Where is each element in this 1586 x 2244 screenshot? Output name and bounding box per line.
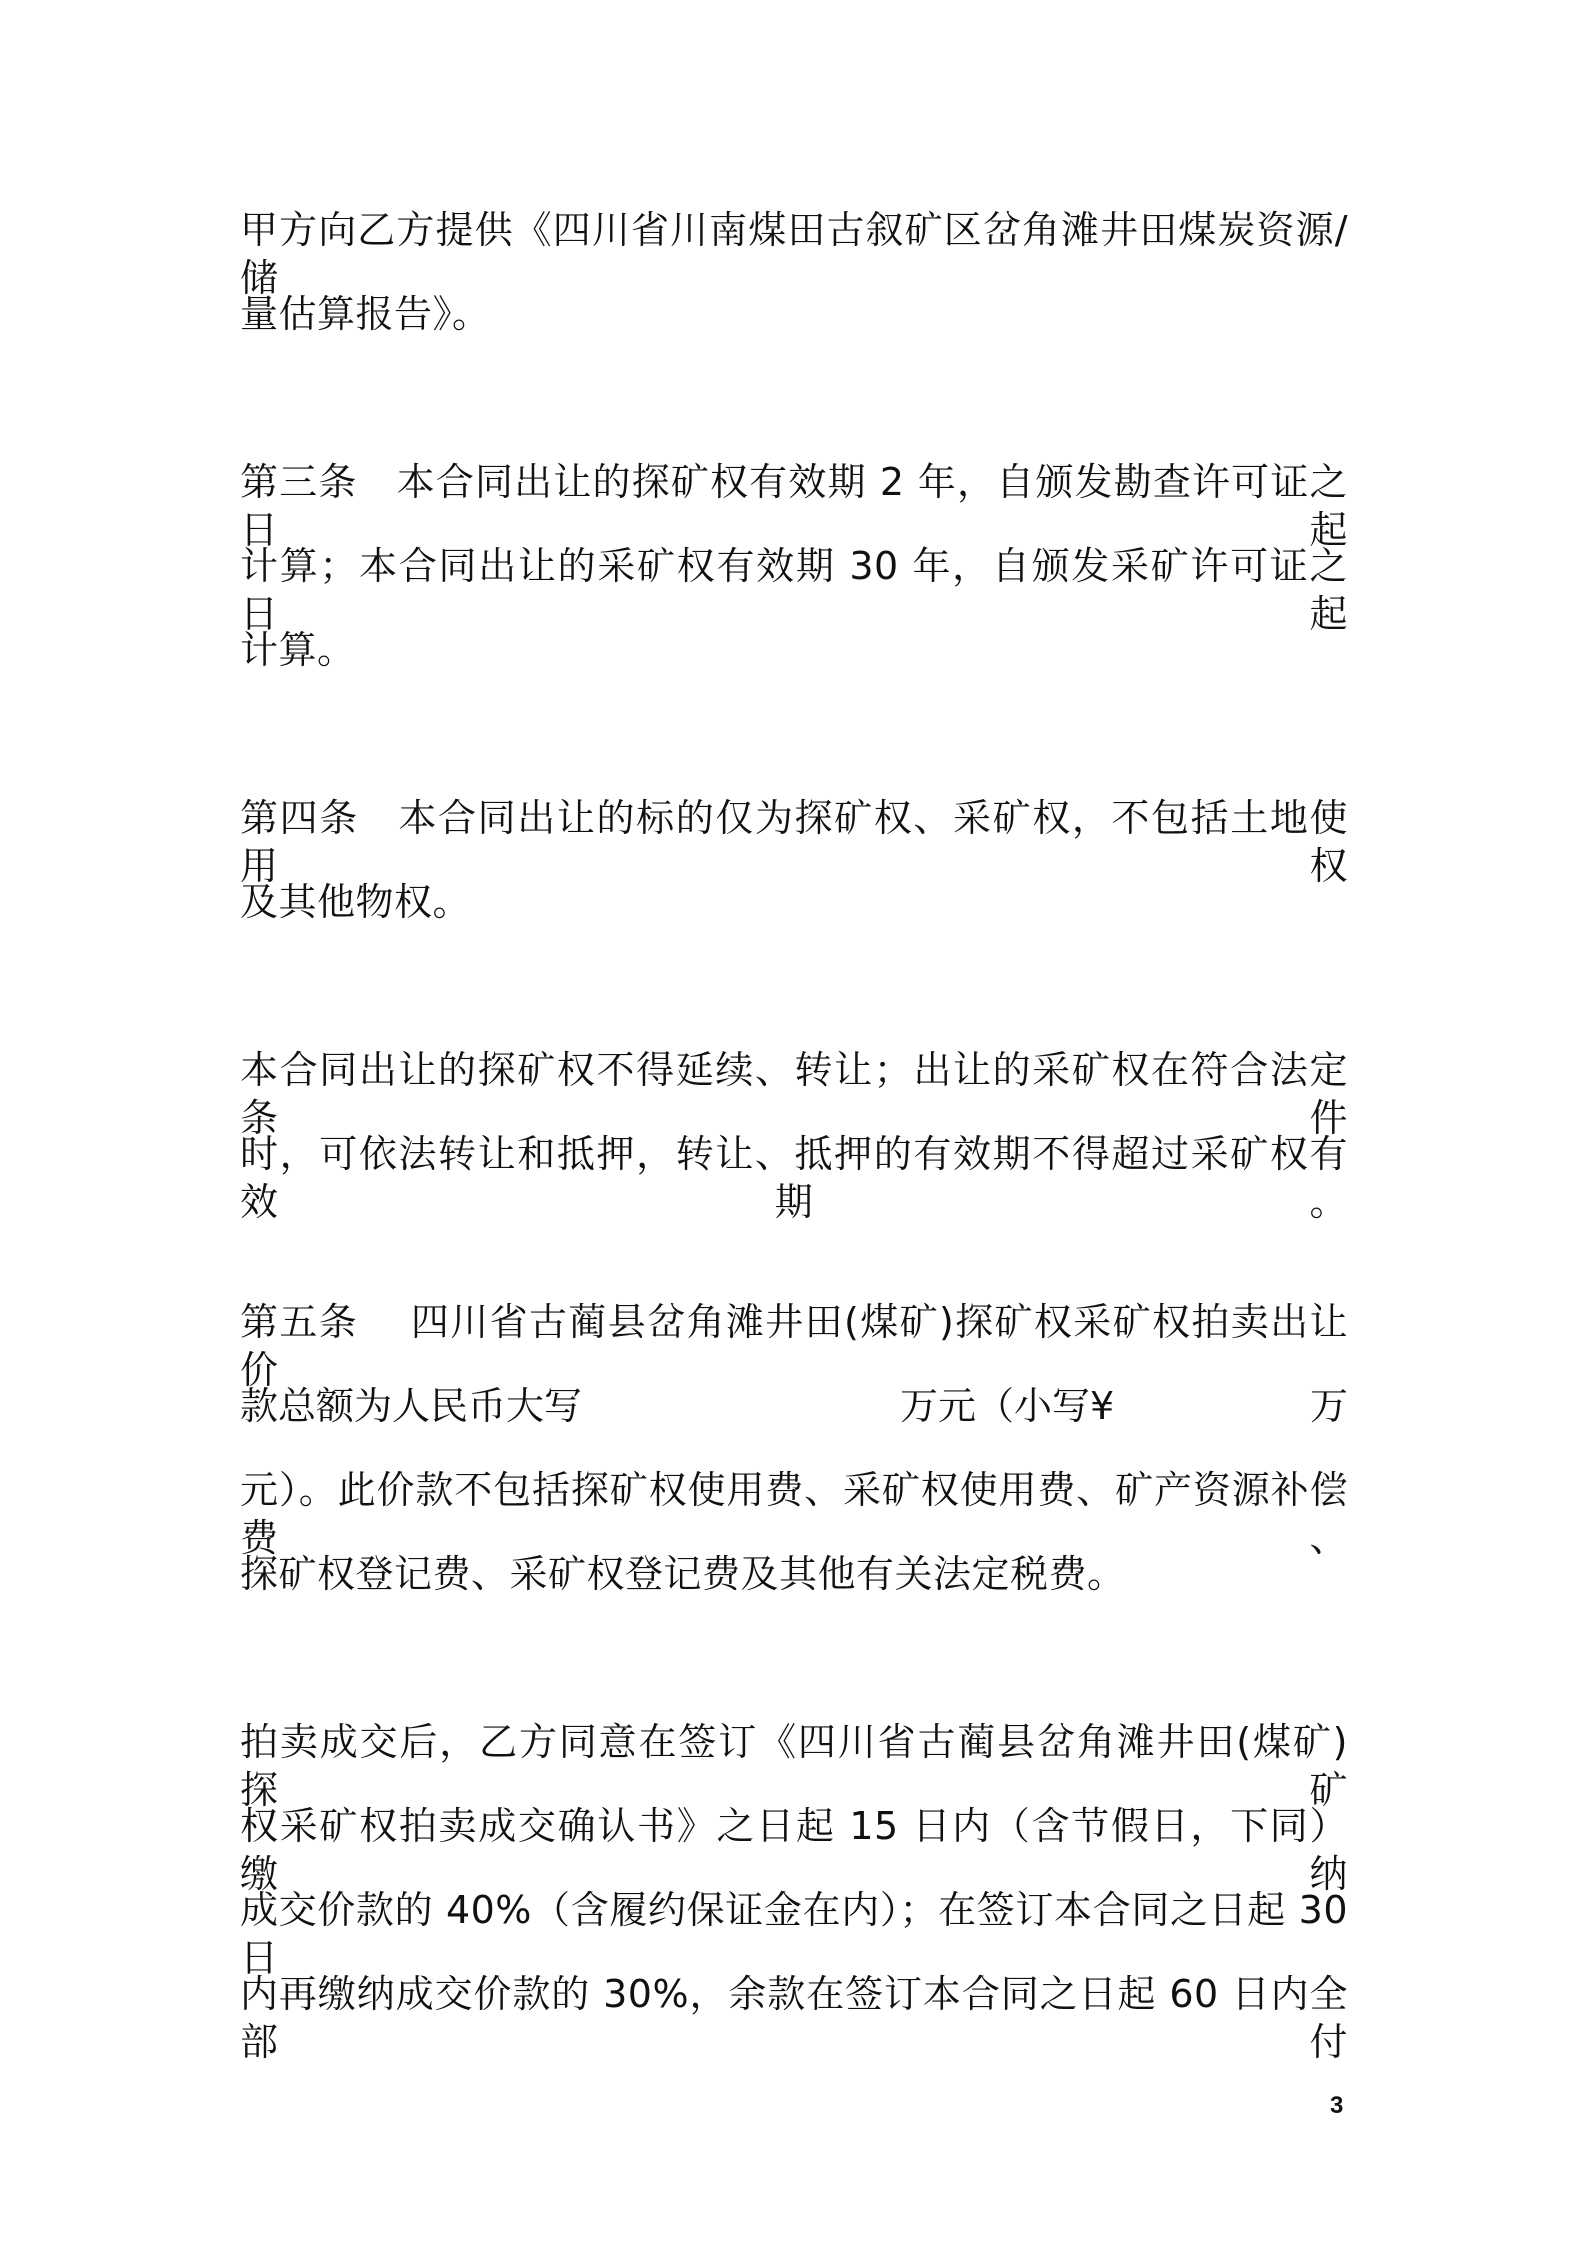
article-5-line: 元）。此价款不包括探矿权使用费、采矿权使用费、矿产资源补偿费、 [240,1468,1348,1560]
amount-text: 万 [1310,1384,1349,1428]
paragraph-line: 内再缴纳成交价款的 30%，余款在签订本合同之日起 60 日内全部付 [240,1972,1348,2064]
article-5-line: 探矿权登记费、采矿权登记费及其他有关法定税费。 [240,1552,1126,1596]
page-number: 3 [1330,2092,1344,2119]
paragraph-line: 本合同出让的探矿权不得延续、转让；出让的采矿权在符合法定条件 [240,1048,1348,1140]
amount-text: 款总额为人民币大写 [240,1384,583,1428]
article-5-line: 第五条 四川省古蔺县岔角滩井田(煤矿)探矿权采矿权拍卖出让价 [240,1300,1348,1392]
article-4-line: 及其他物权。 [240,880,472,924]
article-3-line: 第三条 本合同出让的探矿权有效期 2 年，自颁发勘查许可证之日起 [240,460,1348,552]
paragraph-line: 拍卖成交后，乙方同意在签订《四川省古蔺县岔角滩井田(煤矿)探矿 [240,1720,1348,1812]
article-4-line: 第四条 本合同出让的标的仅为探矿权、采矿权，不包括土地使用权 [240,796,1348,888]
article-3-line: 计算。 [240,628,356,672]
paragraph-line: 量估算报告》。 [240,292,491,336]
amount-text: 万元（小写¥ [900,1384,1115,1428]
paragraph-line: 时，可依法转让和抵押，转让、抵押的有效期不得超过采矿权有效期。 [240,1132,1348,1224]
paragraph-line: 甲方向乙方提供《四川省川南煤田古叙矿区岔角滩井田煤炭资源/储 [240,208,1348,300]
paragraph-line: 权采矿权拍卖成交确认书》之日起 15 日内（含节假日，下同）缴纳 [240,1804,1348,1896]
paragraph-line: 成交价款的 40%（含履约保证金在内）；在签订本合同之日起 30 日 [240,1888,1348,1980]
article-3-line: 计算；本合同出让的采矿权有效期 30 年，自颁发采矿许可证之日起 [240,544,1348,636]
